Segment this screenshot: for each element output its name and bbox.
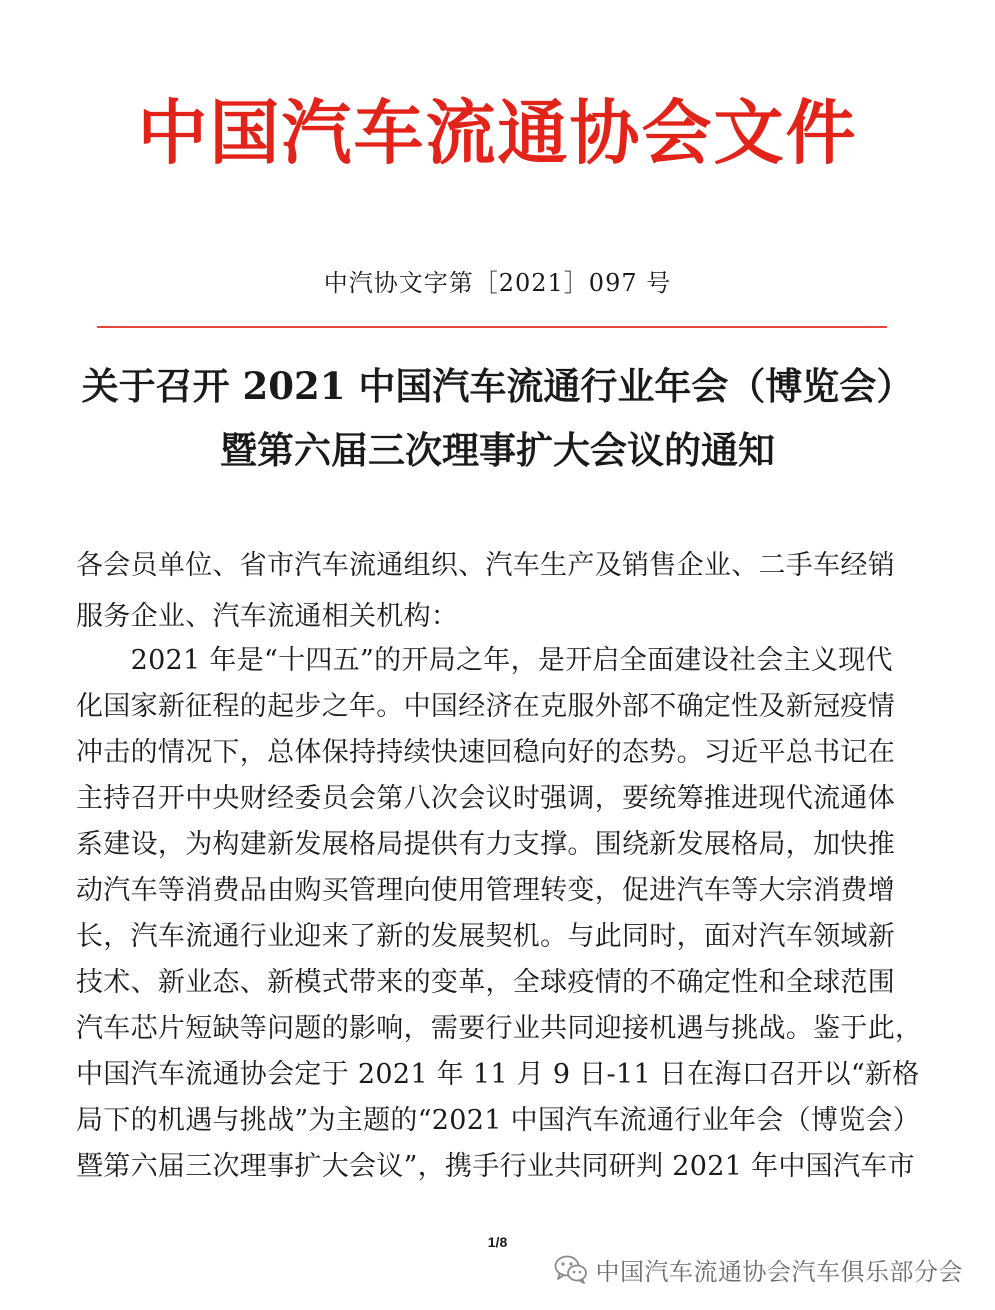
- body-line: 局下的机遇与挑战”为主题的“2021 中国汽车流通行业年会（博览会）: [76, 1105, 921, 1136]
- notice-title-line-1: 关于召开 2021 中国汽车流通行业年会（博览会）: [81, 364, 914, 408]
- body-line: 化国家新征程的起步之年。中国经济在克服外部不确定性及新冠疫情: [76, 691, 895, 722]
- wechat-icon: [554, 1254, 588, 1284]
- watermark-text: 中国汽车流通协会汽车俱乐部分会: [595, 1257, 963, 1286]
- page-number: 1/8: [487, 1234, 508, 1250]
- body-line: 动汽车等消费品由购买管理向使用管理转变，促进汽车等大宗消费增: [76, 875, 895, 906]
- body-line: 暨第六届三次理事扩大会议”，携手行业共同研判 2021 年中国汽车市: [76, 1151, 915, 1182]
- body-line: 技术、新业态、新模式带来的变革，全球疫情的不确定性和全球范围: [76, 967, 895, 998]
- document-header-title: 中国汽车流通协会文件: [137, 91, 858, 174]
- body-line: 各会员单位、省市汽车流通组织、汽车生产及销售企业、二手车经销: [76, 550, 895, 581]
- body-line: 冲击的情况下，总体保持持续快速回稳向好的态势。习近平总书记在: [76, 737, 895, 768]
- body-line: 系建设，为构建新发展格局提供有力支撑。围绕新发展格局，加快推: [76, 829, 895, 860]
- body-line: 2021 年是“十四五”的开局之年，是开启全面建设社会主义现代: [76, 645, 893, 676]
- body-line: 服务企业、汽车流通相关机构：: [76, 601, 459, 632]
- body-line: 中国汽车流通协会定于 2021 年 11 月 9 日-11 日在海口召开以“新格: [76, 1059, 920, 1090]
- body-line: 长，汽车流通行业迎来了新的发展契机。与此同时，面对汽车领域新: [76, 921, 895, 952]
- notice-title-line-2: 暨第六届三次理事扩大会议的通知: [220, 428, 775, 472]
- body-line: 汽车芯片短缺等问题的影响，需要行业共同迎接机遇与挑战。鉴于此，: [76, 1013, 923, 1044]
- wechat-watermark: [554, 1252, 964, 1286]
- red-divider-rule: [97, 326, 887, 328]
- document-number: 中汽协文字第［2021］097 号: [323, 269, 672, 297]
- body-line: 主持召开中央财经委员会第八次会议时强调，要统筹推进现代流通体: [76, 783, 895, 814]
